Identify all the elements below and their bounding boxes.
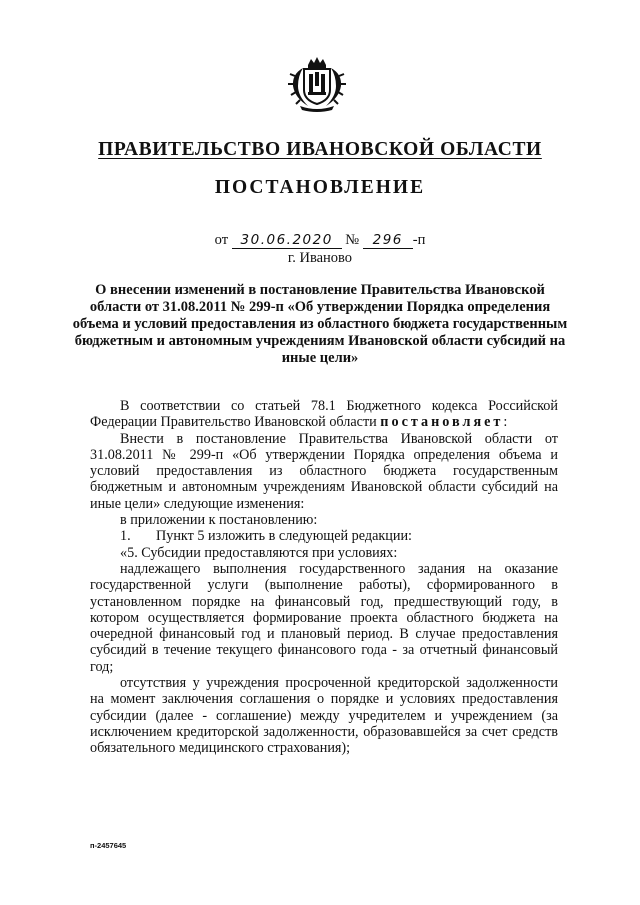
city: г. Иваново [287, 250, 353, 266]
paragraph-item-1 [90, 528, 558, 544]
government-title: ПРАВИТЕЛЬСТВО ИВАНОВСКОЙ ОБЛАСТИ [98, 139, 542, 160]
number-prefix: № [345, 232, 360, 248]
basis-colon: : [503, 414, 508, 431]
item-number: 1. [120, 528, 131, 545]
paragraph-condition-2: отсутствия у учреждения просроченной кредиторской задолженности на момент заключения соглашения о порядке и условиях предоставления субсидии (далее - соглашение) между учредителем и учреждением (за исключением кредиторской задолженности, образовавшейся за счет средств обязательного медицинского страхования); [90, 675, 558, 757]
coat-of-arms-icon [286, 56, 348, 112]
document-body [90, 398, 558, 757]
item-text: Пункт 5 изложить в следующей редакции: [156, 528, 412, 545]
date-number-line [0, 232, 640, 249]
document-type: ПОСТАНОВЛЕНИЕ [214, 177, 426, 198]
paragraph-basis [90, 398, 558, 431]
paragraph-clause-5: «5. Субсидии предоставляются при условиях: [120, 544, 398, 561]
document-code: п-2457645 [90, 841, 127, 850]
paragraph-amend: Внести в постановление Правительства Ивановской области от 31.08.2011 № 299-п «Об утверждении Порядка определения объема и условий предоставления из областного бюджета государственным бюджетным и автономным учреждениям Ивановской области субсидий на иные цели» следующие изменения: [90, 430, 558, 512]
number-suffix: -п [412, 232, 426, 248]
date-prefix: от [214, 232, 229, 248]
resolves-word: постановляет [380, 414, 504, 431]
resolution-title: О внесении изменений в постановление Правительства Ивановской области от 31.08.2011 № 299-п «Об утверждении Порядка определения объема и условий предоставления из областного бюджета государственным бюджетным и автономным учреждениям Ивановской области субсидий на иные цели» [72, 282, 568, 366]
paragraph-annex: в приложении к постановлению: [120, 512, 318, 529]
paragraph-condition-1: надлежащего выполнения государственного задания на оказание государственной услуги (выполнение работы), сформированного в установленном порядке на финансовый год, предшествующий году, в котором осуществляется формирование проекта областного бюджета на очередной финансовый год и плановый период. В случае предоставления субсидий в течение текущего финансового года - за отчетный финансовый год; [90, 560, 558, 675]
basis-text: В соответствии со статьей 78.1 Бюджетного кодекса Российской Федерации Правительство Ивановской области [90, 398, 558, 431]
handwritten-date: 30.06.2020 [232, 233, 342, 249]
handwritten-number: 296 [363, 233, 413, 249]
